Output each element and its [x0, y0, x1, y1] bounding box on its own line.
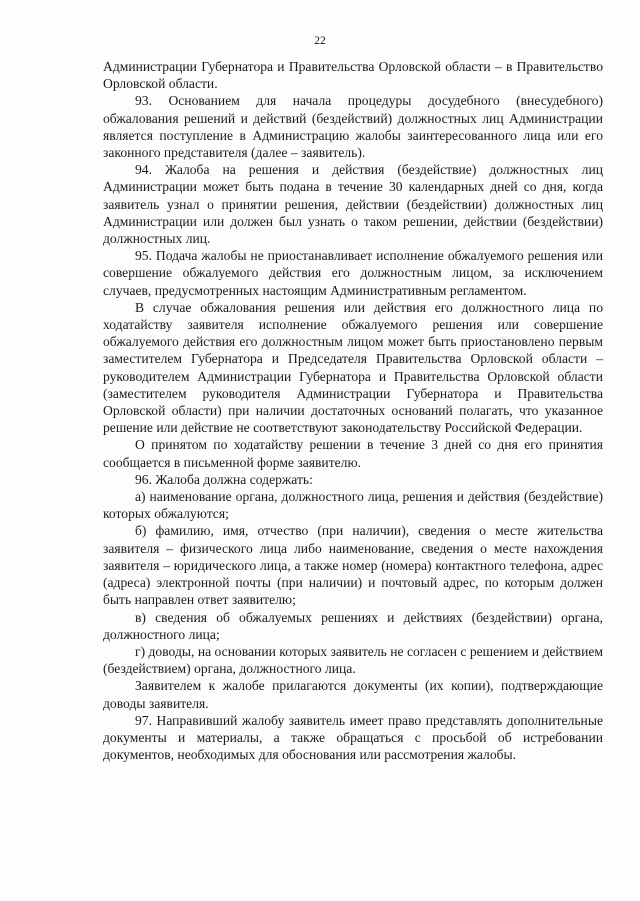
paragraph-suspension: В случае обжалования решения или действия его должностного лица по ходатайству заявителя исполнение обжалуемого решения или совершение обжалуемого действия его должностным лицом может быть приостановлено первым заместителем Губернатора и Председателя Правительства Орловской области – руководителем Администрации Губернатора и Правительства Орловской области (заместителем руководителя Администрации Губернатора и Правительства Орловской области) при наличии достаточных оснований полагать, что указанное решение или действие не соответствуют законодательству Российской Федерации.: [103, 299, 603, 436]
page-number: 22: [314, 35, 326, 47]
paragraph-attachments: Заявителем к жалобе прилагаются документы (их копии), подтверждающие доводы заявителя.: [103, 678, 603, 711]
paragraph-94: 94. Жалоба на решения и действия (бездействие) должностных лиц Администрации может быть подана в течение 30 календарных дней со дня, когда заявитель узнал о принятии решения, действии (бездействии) должностных лиц Администрации или должен был узнать о таком решении, действии (бездействии) должностных лиц.: [103, 162, 603, 247]
list-item-b: б) фамилию, имя, отчество (при наличии), сведения о месте жительства заявителя – физического лица либо наименование, сведения о месте нахождения заявителя – юридического лица, а также номер (номера) контактного телефона, адрес (адреса) электронной почты (при наличии) и почтовый адрес, по которым должен быть направлен ответ заявителю;: [103, 523, 603, 608]
paragraph-93: 93. Основанием для начала процедуры досудебного (внесудебного) обжалования решений и действий (бездействий) должностных лиц Администрации является поступление в Администрацию жалобы заинтересованного лица или его законного представителя (далее – заявитель).: [103, 93, 603, 161]
paragraph-96: 96. Жалоба должна содержать:: [135, 471, 313, 487]
paragraph-continuation: Администрации Губернатора и Правительства Орловской области – в Правительство Орловской области.: [103, 59, 603, 92]
list-item-v: в) сведения об обжалуемых решениях и действиях (бездействии) органа, должностного лица;: [103, 609, 603, 642]
paragraph-97: 97. Направивший жалобу заявитель имеет право представлять дополнительные документы и материалы, а также обращаться с просьбой об истребовании документов, необходимых для обоснования или рассмотрения жалобы.: [103, 712, 603, 763]
document-body: [103, 58, 603, 763]
paragraph-95: 95. Подача жалобы не приостанавливает исполнение обжалуемого решения или совершение обжалуемого действия его должностным лицом, за исключением случаев, предусмотренных настоящим Административным регламентом.: [103, 248, 603, 298]
list-item-a: а) наименование органа, должностного лица, решения и действия (бездействие) которых обжалуются;: [103, 489, 603, 522]
paragraph-notification: О принятом по ходатайству решении в течение 3 дней со дня его принятия сообщается в письменной форме заявителю.: [103, 437, 603, 470]
list-item-g: г) доводы, на основании которых заявитель не согласен с решением и действием (бездействием) органа, должностного лица.: [103, 643, 603, 677]
